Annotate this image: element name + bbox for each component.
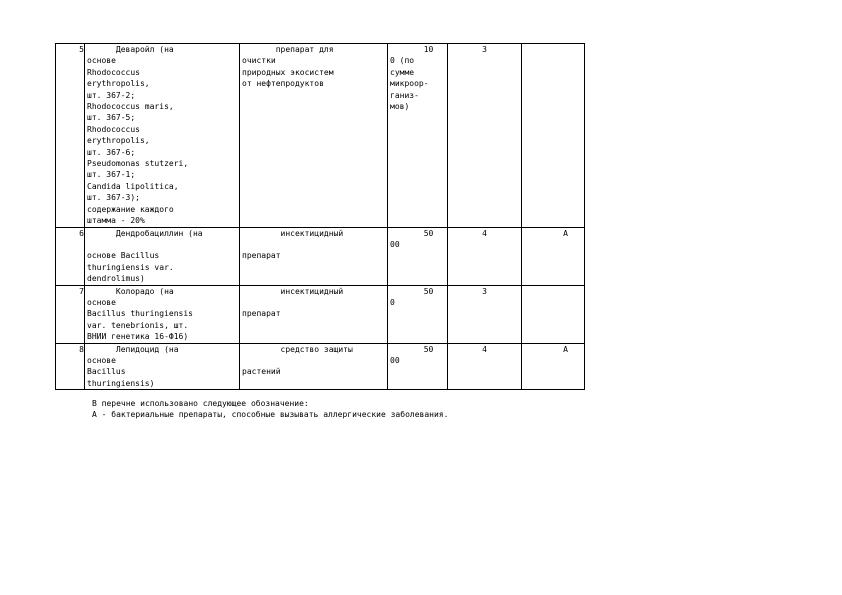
substance-name: Колорадо (на основе Bacillus thuringiensis var. tenebrionis, шт. ВНИИ генетика 16-Ф16) bbox=[85, 285, 240, 343]
substance-name: Дендробациллин (на основе Bacillus thuringiensis var. dendrolimus) bbox=[85, 227, 240, 285]
footnote-line: В перечне использовано следующее обозначение: bbox=[92, 399, 309, 408]
allergen-mark: А bbox=[522, 227, 585, 285]
table-row bbox=[56, 44, 585, 228]
row-number: 6 bbox=[56, 227, 85, 285]
row-number: 5 bbox=[56, 44, 85, 228]
substance-name: Лепидоцид (на основе Bacillus thuringiensis) bbox=[85, 343, 240, 390]
row-number: 8 bbox=[56, 343, 85, 390]
allergen-mark: А bbox=[522, 343, 585, 390]
substance-purpose: средство защиты растений bbox=[240, 343, 388, 390]
table-row bbox=[56, 285, 585, 343]
substances-table bbox=[55, 43, 585, 390]
table-body bbox=[56, 44, 585, 390]
hazard-class: 4 bbox=[448, 227, 522, 285]
allergen-mark bbox=[522, 44, 585, 228]
substance-purpose: инсектицидный препарат bbox=[240, 285, 388, 343]
hazard-class: 3 bbox=[448, 44, 522, 228]
dose-value: 50 00 bbox=[388, 227, 448, 285]
row-number: 7 bbox=[56, 285, 85, 343]
hazard-class: 3 bbox=[448, 285, 522, 343]
footnote-legend-a: А - бактериальные препараты, способные вызывать аллергические заболевания. bbox=[92, 410, 449, 420]
table-row bbox=[56, 227, 585, 285]
dose-value: 10 0 (по сумме микроор- ганиз- мов) bbox=[388, 44, 448, 228]
footnotes bbox=[92, 398, 692, 421]
table-row bbox=[56, 343, 585, 390]
allergen-mark bbox=[522, 285, 585, 343]
dose-value: 50 0 bbox=[388, 285, 448, 343]
dose-value: 50 00 bbox=[388, 343, 448, 390]
substance-purpose: инсектицидный препарат bbox=[240, 227, 388, 285]
hazard-class: 4 bbox=[448, 343, 522, 390]
substance-name: Деваройл (на основе Rhodococcus erythropolis, шт. 367-2; Rhodococcus maris, шт. 367-5; Rhodococcus erythropolis, шт. 367-6; Pseudomonas stutzeri, шт. 367-1; Candida lipolitica, шт. 367-3); содержание каждого штамма - 20% bbox=[85, 44, 240, 228]
substance-purpose: препарат для очистки природных экосистем от нефтепродуктов bbox=[240, 44, 388, 228]
